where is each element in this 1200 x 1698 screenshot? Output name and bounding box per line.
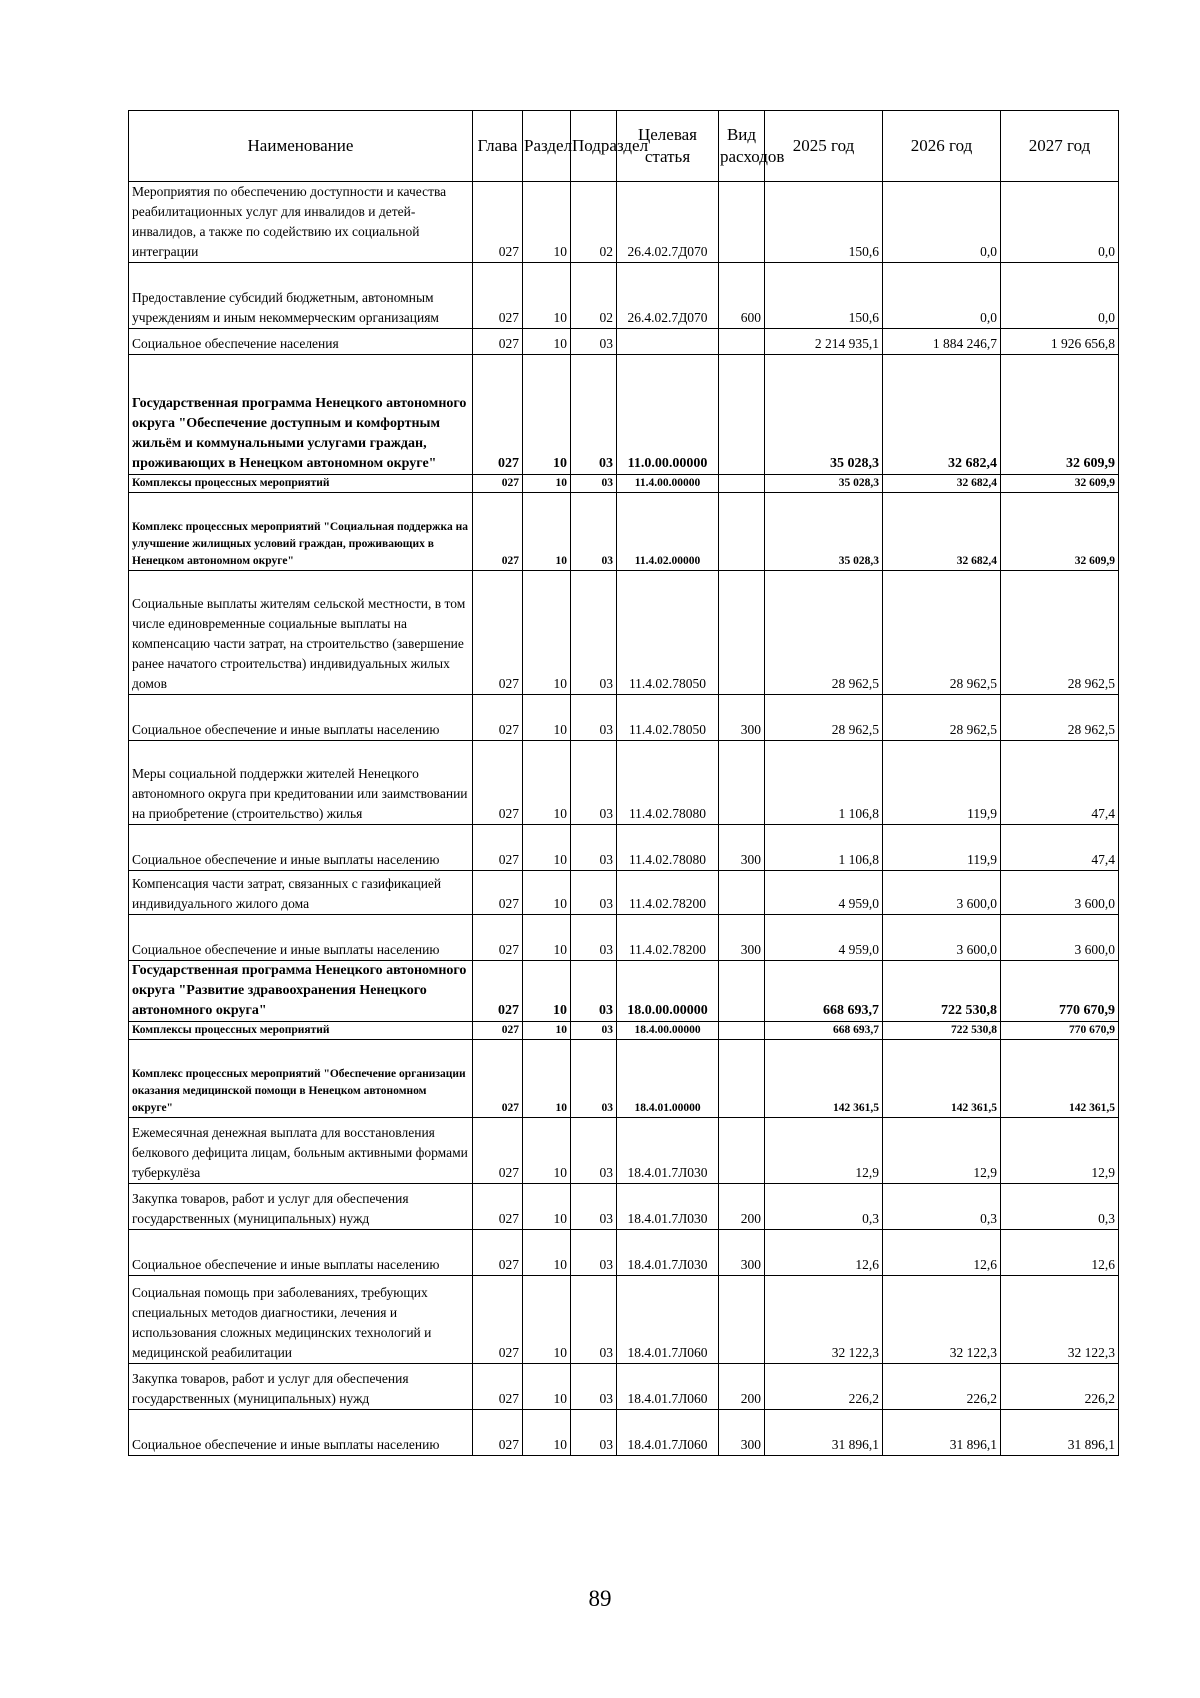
cell-glava: 027 — [473, 871, 523, 915]
cell-vid — [719, 493, 765, 571]
cell-name: Социальное обеспечение населения — [129, 329, 473, 355]
cell-podrazdel: 03 — [571, 825, 617, 871]
cell-name: Комплексы процессных мероприятий — [129, 1022, 473, 1040]
cell-2027: 3 600,0 — [1001, 915, 1119, 961]
cell-name: Закупка товаров, работ и услуг для обеспечения государственных (муниципальных) нужд — [129, 1184, 473, 1230]
cell-vid: 300 — [719, 1410, 765, 1456]
cell-glava: 027 — [473, 475, 523, 493]
table-row — [129, 741, 1119, 825]
cell-2026: 28 962,5 — [883, 571, 1001, 695]
cell-glava: 027 — [473, 1184, 523, 1230]
cell-vid — [719, 182, 765, 263]
cell-razdel: 10 — [523, 475, 571, 493]
cell-glava: 027 — [473, 1022, 523, 1040]
table-row — [129, 1364, 1119, 1410]
cell-2026: 3 600,0 — [883, 915, 1001, 961]
cell-2027: 32 609,9 — [1001, 493, 1119, 571]
cell-razdel: 10 — [523, 1276, 571, 1364]
table-row — [129, 355, 1119, 475]
cell-target: 18.4.01.7Л060 — [617, 1410, 719, 1456]
cell-glava: 027 — [473, 1276, 523, 1364]
cell-target — [617, 329, 719, 355]
header-podrazdel: Подраздел — [571, 111, 617, 182]
cell-razdel: 10 — [523, 825, 571, 871]
cell-2025: 0,3 — [765, 1184, 883, 1230]
cell-podrazdel: 03 — [571, 961, 617, 1022]
cell-2025: 35 028,3 — [765, 355, 883, 475]
budget-table — [128, 110, 1119, 1456]
cell-glava: 027 — [473, 1410, 523, 1456]
cell-target: 18.4.01.7Л030 — [617, 1118, 719, 1184]
cell-2027: 3 600,0 — [1001, 871, 1119, 915]
cell-podrazdel: 02 — [571, 263, 617, 329]
cell-glava: 027 — [473, 263, 523, 329]
cell-2027: 47,4 — [1001, 741, 1119, 825]
header-razdel: Раздел — [523, 111, 571, 182]
cell-razdel: 10 — [523, 695, 571, 741]
cell-razdel: 10 — [523, 1118, 571, 1184]
cell-name: Комплекс процессных мероприятий "Обеспечение организации оказания медицинской помощи в Ненецком автономном округе" — [129, 1040, 473, 1118]
cell-target: 11.4.00.00000 — [617, 475, 719, 493]
cell-podrazdel: 03 — [571, 493, 617, 571]
cell-name: Социальные выплаты жителям сельской местности, в том числе единовременные социальные выплаты на компенсацию части затрат, на строительство (завершение ранее начатого строительства) индивидуальных жилых домов — [129, 571, 473, 695]
cell-glava: 027 — [473, 695, 523, 741]
cell-razdel: 10 — [523, 263, 571, 329]
cell-target: 11.4.02.78200 — [617, 915, 719, 961]
cell-2026: 1 884 246,7 — [883, 329, 1001, 355]
cell-2025: 2 214 935,1 — [765, 329, 883, 355]
cell-podrazdel: 03 — [571, 1022, 617, 1040]
table-row — [129, 915, 1119, 961]
cell-2026: 31 896,1 — [883, 1410, 1001, 1456]
header-name: Наименование — [129, 111, 473, 182]
cell-2027: 142 361,5 — [1001, 1040, 1119, 1118]
cell-razdel: 10 — [523, 741, 571, 825]
cell-vid: 200 — [719, 1364, 765, 1410]
cell-razdel: 10 — [523, 571, 571, 695]
cell-razdel: 10 — [523, 1230, 571, 1276]
table-row — [129, 571, 1119, 695]
cell-glava: 027 — [473, 355, 523, 475]
cell-target: 26.4.02.7Д070 — [617, 263, 719, 329]
cell-2027: 0,0 — [1001, 182, 1119, 263]
cell-glava: 027 — [473, 182, 523, 263]
table-row — [129, 1276, 1119, 1364]
cell-2025: 12,9 — [765, 1118, 883, 1184]
cell-podrazdel: 03 — [571, 741, 617, 825]
cell-2027: 31 896,1 — [1001, 1410, 1119, 1456]
cell-name: Государственная программа Ненецкого автономного округа "Развитие здравоохранения Ненецкого автономного округа" — [129, 961, 473, 1022]
cell-podrazdel: 03 — [571, 871, 617, 915]
cell-target: 11.4.02.78080 — [617, 741, 719, 825]
cell-2026: 226,2 — [883, 1364, 1001, 1410]
cell-razdel: 10 — [523, 1040, 571, 1118]
header-2026: 2026 год — [883, 111, 1001, 182]
cell-2025: 35 028,3 — [765, 475, 883, 493]
header-2025: 2025 год — [765, 111, 883, 182]
cell-2027: 32 122,3 — [1001, 1276, 1119, 1364]
cell-2025: 28 962,5 — [765, 571, 883, 695]
cell-glava: 027 — [473, 571, 523, 695]
cell-podrazdel: 03 — [571, 1184, 617, 1230]
cell-podrazdel: 03 — [571, 1276, 617, 1364]
table-row — [129, 1118, 1119, 1184]
cell-glava: 027 — [473, 825, 523, 871]
cell-glava: 027 — [473, 1118, 523, 1184]
cell-2027: 0,3 — [1001, 1184, 1119, 1230]
cell-2027: 1 926 656,8 — [1001, 329, 1119, 355]
cell-2026: 32 682,4 — [883, 475, 1001, 493]
table-row — [129, 329, 1119, 355]
cell-2027: 32 609,9 — [1001, 355, 1119, 475]
cell-name: Компенсация части затрат, связанных с газификацией индивидуального жилого дома — [129, 871, 473, 915]
cell-glava: 027 — [473, 961, 523, 1022]
header-target: Целевая статья — [617, 111, 719, 182]
cell-vid — [719, 871, 765, 915]
cell-name: Меры социальной поддержки жителей Ненецкого автономного округа при кредитовании или заимствовании на приобретение (строительство) жилья — [129, 741, 473, 825]
cell-razdel: 10 — [523, 961, 571, 1022]
cell-2026: 12,9 — [883, 1118, 1001, 1184]
cell-podrazdel: 03 — [571, 1040, 617, 1118]
cell-glava: 027 — [473, 1040, 523, 1118]
cell-name: Предоставление субсидий бюджетным, автономным учреждениям и иным некоммерческим организациям — [129, 263, 473, 329]
cell-2027: 28 962,5 — [1001, 695, 1119, 741]
cell-2027: 0,0 — [1001, 263, 1119, 329]
header-vid: Вид расходов — [719, 111, 765, 182]
cell-podrazdel: 03 — [571, 1118, 617, 1184]
cell-2025: 31 896,1 — [765, 1410, 883, 1456]
cell-target: 26.4.02.7Д070 — [617, 182, 719, 263]
cell-glava: 027 — [473, 1364, 523, 1410]
cell-2026: 142 361,5 — [883, 1040, 1001, 1118]
cell-vid: 300 — [719, 695, 765, 741]
cell-podrazdel: 03 — [571, 695, 617, 741]
cell-vid — [719, 741, 765, 825]
cell-vid: 600 — [719, 263, 765, 329]
cell-2027: 12,6 — [1001, 1230, 1119, 1276]
cell-target: 18.4.01.00000 — [617, 1040, 719, 1118]
cell-podrazdel: 03 — [571, 475, 617, 493]
table-row — [129, 263, 1119, 329]
cell-podrazdel: 03 — [571, 1230, 617, 1276]
cell-razdel: 10 — [523, 493, 571, 571]
cell-2026: 119,9 — [883, 825, 1001, 871]
cell-vid — [719, 1022, 765, 1040]
cell-name: Ежемесячная денежная выплата для восстановления белкового дефицита лицам, больным активными формами туберкулёза — [129, 1118, 473, 1184]
cell-podrazdel: 03 — [571, 329, 617, 355]
cell-razdel: 10 — [523, 182, 571, 263]
table-row — [129, 1040, 1119, 1118]
cell-2026: 28 962,5 — [883, 695, 1001, 741]
cell-target: 18.4.00.00000 — [617, 1022, 719, 1040]
table-row — [129, 475, 1119, 493]
table-row — [129, 1410, 1119, 1456]
table-row — [129, 961, 1119, 1022]
cell-2026: 3 600,0 — [883, 871, 1001, 915]
cell-target: 11.4.02.00000 — [617, 493, 719, 571]
cell-vid: 300 — [719, 825, 765, 871]
cell-razdel: 10 — [523, 355, 571, 475]
cell-2025: 226,2 — [765, 1364, 883, 1410]
cell-name: Комплекс процессных мероприятий "Социальная поддержка на улучшение жилищных условий граждан, проживающих в Ненецком автономном округе" — [129, 493, 473, 571]
cell-2026: 32 682,4 — [883, 355, 1001, 475]
table-row — [129, 182, 1119, 263]
cell-2025: 668 693,7 — [765, 961, 883, 1022]
cell-2027: 12,9 — [1001, 1118, 1119, 1184]
cell-razdel: 10 — [523, 1022, 571, 1040]
cell-name: Социальное обеспечение и иные выплаты населению — [129, 1230, 473, 1276]
cell-vid: 300 — [719, 1230, 765, 1276]
cell-2027: 770 670,9 — [1001, 961, 1119, 1022]
cell-razdel: 10 — [523, 871, 571, 915]
cell-vid — [719, 571, 765, 695]
cell-podrazdel: 03 — [571, 1410, 617, 1456]
cell-vid: 300 — [719, 915, 765, 961]
cell-vid — [719, 1276, 765, 1364]
cell-name: Мероприятия по обеспечению доступности и качества реабилитационных услуг для инвалидов и детей-инвалидов, а также по содействию их социальной интеграции — [129, 182, 473, 263]
table-body — [129, 182, 1119, 1456]
table-row — [129, 1022, 1119, 1040]
cell-podrazdel: 03 — [571, 571, 617, 695]
cell-2026: 119,9 — [883, 741, 1001, 825]
cell-name: Социальное обеспечение и иные выплаты населению — [129, 695, 473, 741]
cell-vid — [719, 961, 765, 1022]
cell-podrazdel: 03 — [571, 1364, 617, 1410]
table-row — [129, 825, 1119, 871]
cell-2026: 0,0 — [883, 182, 1001, 263]
cell-2026: 32 682,4 — [883, 493, 1001, 571]
cell-vid: 200 — [719, 1184, 765, 1230]
cell-glava: 027 — [473, 915, 523, 961]
cell-target: 18.4.01.7Л060 — [617, 1276, 719, 1364]
cell-2025: 4 959,0 — [765, 915, 883, 961]
cell-vid — [719, 329, 765, 355]
cell-2025: 35 028,3 — [765, 493, 883, 571]
cell-2027: 47,4 — [1001, 825, 1119, 871]
cell-razdel: 10 — [523, 1364, 571, 1410]
table-row — [129, 1230, 1119, 1276]
cell-name: Государственная программа Ненецкого автономного округа "Обеспечение доступным и комфортным жильём и коммунальными услугами граждан, проживающих в Ненецком автономном округе" — [129, 355, 473, 475]
cell-name: Закупка товаров, работ и услуг для обеспечения государственных (муниципальных) нужд — [129, 1364, 473, 1410]
cell-2026: 0,0 — [883, 263, 1001, 329]
cell-razdel: 10 — [523, 915, 571, 961]
cell-razdel: 10 — [523, 1184, 571, 1230]
cell-razdel: 10 — [523, 329, 571, 355]
cell-name: Социальное обеспечение и иные выплаты населению — [129, 825, 473, 871]
cell-target: 18.4.01.7Л030 — [617, 1184, 719, 1230]
cell-target: 18.4.01.7Л030 — [617, 1230, 719, 1276]
cell-target: 11.4.02.78080 — [617, 825, 719, 871]
cell-vid — [719, 1118, 765, 1184]
cell-name: Социальное обеспечение и иные выплаты населению — [129, 915, 473, 961]
table-row — [129, 871, 1119, 915]
page-number: 89 — [588, 1586, 612, 1611]
cell-2026: 12,6 — [883, 1230, 1001, 1276]
cell-glava: 027 — [473, 741, 523, 825]
table-header-row — [129, 111, 1119, 182]
table-row — [129, 695, 1119, 741]
cell-2026: 722 530,8 — [883, 961, 1001, 1022]
cell-target: 18.0.00.00000 — [617, 961, 719, 1022]
cell-2025: 668 693,7 — [765, 1022, 883, 1040]
cell-vid — [719, 1040, 765, 1118]
cell-target: 11.4.02.78050 — [617, 571, 719, 695]
cell-2025: 150,6 — [765, 182, 883, 263]
cell-2025: 142 361,5 — [765, 1040, 883, 1118]
cell-2027: 770 670,9 — [1001, 1022, 1119, 1040]
cell-podrazdel: 03 — [571, 915, 617, 961]
cell-glava: 027 — [473, 493, 523, 571]
cell-2027: 32 609,9 — [1001, 475, 1119, 493]
header-2027: 2027 год — [1001, 111, 1119, 182]
cell-name: Социальная помощь при заболеваниях, требующих специальных методов диагностики, лечения и использования сложных медицинских технологий и медицинской реабилитации — [129, 1276, 473, 1364]
cell-name: Комплексы процессных мероприятий — [129, 475, 473, 493]
cell-target: 11.0.00.00000 — [617, 355, 719, 475]
cell-2025: 4 959,0 — [765, 871, 883, 915]
cell-razdel: 10 — [523, 1410, 571, 1456]
cell-2027: 226,2 — [1001, 1364, 1119, 1410]
cell-2026: 722 530,8 — [883, 1022, 1001, 1040]
cell-2026: 0,3 — [883, 1184, 1001, 1230]
cell-2026: 32 122,3 — [883, 1276, 1001, 1364]
cell-target: 11.4.02.78050 — [617, 695, 719, 741]
cell-vid — [719, 475, 765, 493]
cell-2027: 28 962,5 — [1001, 571, 1119, 695]
cell-2025: 32 122,3 — [765, 1276, 883, 1364]
cell-vid — [719, 355, 765, 475]
cell-2025: 1 106,8 — [765, 825, 883, 871]
cell-2025: 150,6 — [765, 263, 883, 329]
cell-podrazdel: 03 — [571, 355, 617, 475]
cell-target: 18.4.01.7Л060 — [617, 1364, 719, 1410]
cell-2025: 12,6 — [765, 1230, 883, 1276]
cell-2025: 28 962,5 — [765, 695, 883, 741]
table-row — [129, 1184, 1119, 1230]
table-row — [129, 493, 1119, 571]
cell-podrazdel: 02 — [571, 182, 617, 263]
cell-name: Социальное обеспечение и иные выплаты населению — [129, 1410, 473, 1456]
header-glava: Глава — [473, 111, 523, 182]
cell-glava: 027 — [473, 1230, 523, 1276]
cell-target: 11.4.02.78200 — [617, 871, 719, 915]
cell-2025: 1 106,8 — [765, 741, 883, 825]
cell-glava: 027 — [473, 329, 523, 355]
